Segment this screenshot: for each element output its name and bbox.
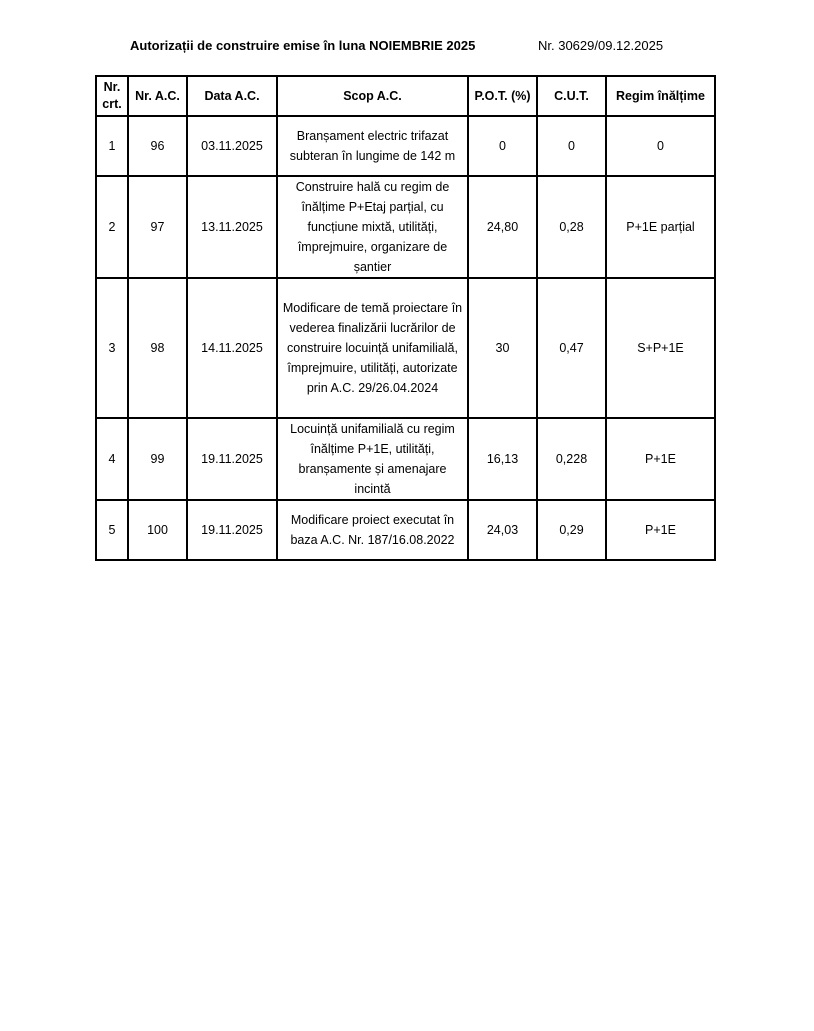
cell-data-ac: 14.11.2025 [187, 278, 277, 418]
cell-nr-crt: 1 [96, 116, 128, 176]
header-scop-ac: Scop A.C. [277, 76, 468, 116]
table-body [96, 116, 715, 560]
document-number: Nr. 30629/09.12.2025 [538, 38, 664, 53]
cell-regim-inaltime: 0 [606, 116, 715, 176]
cell-nr-ac: 97 [128, 176, 187, 278]
permits-table [95, 75, 716, 561]
cell-scop-ac: Modificare de temă proiectare în vederea finalizării lucrărilor de construire locuință unifamilială, împrejmuire, utilități, autorizate prin A.C. 29/26.04.2024 [277, 278, 468, 418]
cell-cut: 0,29 [537, 500, 606, 560]
cell-pot: 30 [468, 278, 537, 418]
cell-nr-ac: 100 [128, 500, 187, 560]
cell-cut: 0,228 [537, 418, 606, 500]
cell-pot: 16,13 [468, 418, 537, 500]
cell-cut: 0,47 [537, 278, 606, 418]
header-nr-crt: Nr. crt. [96, 76, 128, 116]
cell-scop-ac: Modificare proiect executat în baza A.C. Nr. 187/16.08.2022 [277, 500, 468, 560]
header-nr-ac: Nr. A.C. [128, 76, 187, 116]
table-row [96, 500, 715, 560]
header-row [96, 76, 715, 116]
cell-cut: 0 [537, 116, 606, 176]
cell-data-ac: 03.11.2025 [187, 116, 277, 176]
cell-nr-ac: 99 [128, 418, 187, 500]
cell-nr-ac: 96 [128, 116, 187, 176]
cell-data-ac: 19.11.2025 [187, 418, 277, 500]
cell-cut: 0,28 [537, 176, 606, 278]
cell-nr-ac: 98 [128, 278, 187, 418]
cell-data-ac: 13.11.2025 [187, 176, 277, 278]
cell-scop-ac: Locuință unifamilială cu regim înălțime P+1E, utilități, branșamente și amenajare incintă [277, 418, 468, 500]
table-row [96, 418, 715, 500]
table-row [96, 278, 715, 418]
cell-nr-crt: 4 [96, 418, 128, 500]
header-cut: C.U.T. [537, 76, 606, 116]
header-data-ac: Data A.C. [187, 76, 277, 116]
document-title: Autorizații de construire emise în luna NOIEMBRIE 2025 [130, 38, 476, 53]
cell-pot: 24,03 [468, 500, 537, 560]
header-pot: P.O.T. (%) [468, 76, 537, 116]
cell-nr-crt: 5 [96, 500, 128, 560]
cell-regim-inaltime: S+P+1E [606, 278, 715, 418]
cell-pot: 24,80 [468, 176, 537, 278]
cell-data-ac: 19.11.2025 [187, 500, 277, 560]
cell-pot: 0 [468, 116, 537, 176]
table-header [96, 76, 715, 116]
header-regim-inaltime: Regim înălțime [606, 76, 715, 116]
cell-nr-crt: 2 [96, 176, 128, 278]
cell-regim-inaltime: P+1E [606, 418, 715, 500]
table-row [96, 176, 715, 278]
cell-regim-inaltime: P+1E [606, 500, 715, 560]
cell-scop-ac: Branșament electric trifazat subteran în lungime de 142 m [277, 116, 468, 176]
cell-nr-crt: 3 [96, 278, 128, 418]
cell-scop-ac: Construire hală cu regim de înălțime P+Etaj parțial, cu funcțiune mixtă, utilități, împrejmuire, organizare de șantier [277, 176, 468, 278]
table-row [96, 116, 715, 176]
cell-regim-inaltime: P+1E parțial [606, 176, 715, 278]
